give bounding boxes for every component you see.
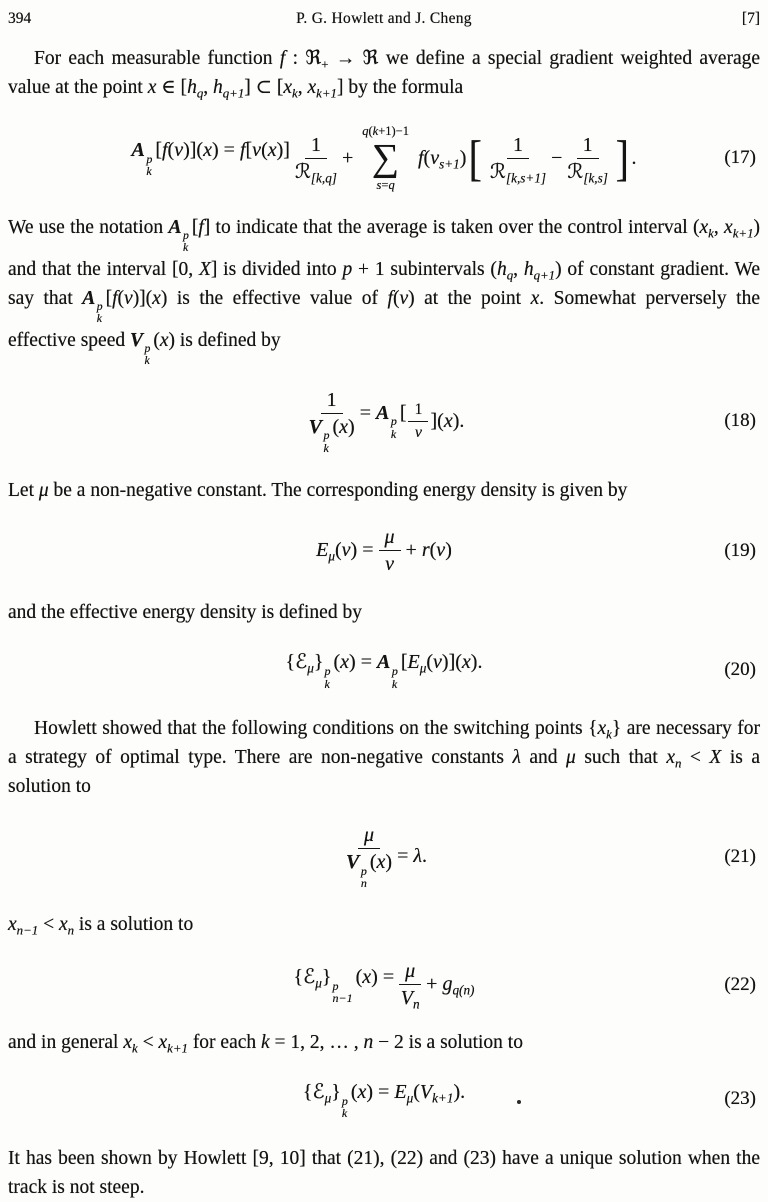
eq22-lhs: {ℰ$_\mu$} p n−1 (x) =: [293, 966, 395, 1006]
eq21-rhs: = λ.: [397, 845, 428, 868]
fraction: $\frac{\mu}{v}$: [379, 525, 401, 576]
equation-20: [8, 649, 760, 690]
minus-operator: −: [551, 146, 563, 169]
equation-19: [8, 525, 760, 576]
eq19-lhs: $E_\mu(v)$ =: [316, 539, 374, 565]
equation-number: (19): [724, 539, 756, 561]
equation-number: (17): [724, 147, 756, 169]
equation-18: [8, 388, 760, 455]
summation: [362, 124, 409, 193]
paragraph-effective-energy: and the effective energy density is defined by: [8, 602, 362, 624]
fraction: $\frac{1}{ℛ_{[k,q]}}$: [294, 133, 337, 186]
eq17-lhs: A p k [f(v)](x) = f[v(x)]: [131, 138, 290, 179]
equation-21: [8, 823, 760, 890]
fraction: $\frac{\mu}{V_n}$: [400, 960, 420, 1012]
eq20-body: {ℰ$_\mu$} p k (x) = A p k $[E_\mu(v)](x)$.: [285, 651, 483, 691]
eq22-rhs: + $g_{q(n)}$: [426, 973, 475, 998]
eq18-post: ](x).: [430, 409, 465, 432]
period: .: [631, 146, 637, 169]
folio-number: [7]: [741, 10, 760, 27]
eq19-rhs: + r(v): [405, 539, 452, 562]
paragraph-notation: We use the notation A p k [f] to indicate that the average is taken over the control interval ($x_k$, $x_{k+1}$) and that the interval [0, X] is divided into p + 1 subintervals ($h_q$, $h_{q+1}$) of constant gradient. We say that A p k [f(v)](x) is the effective value of f(v) at the point x. Somewhat perversely the effective speed V p k (x) is defined by: [8, 216, 761, 368]
paragraph-intro: For each measurable function f : ℜ$_+$ → ℜ we define a special gradient weighted average value at the point x ∈ [$h_q$, $h_{q+1}$] ⊂ [$x_k$, $x_{k+1}$] by the formula: [8, 48, 761, 101]
equation-number: (23): [724, 1088, 756, 1110]
equation-number: (18): [724, 410, 756, 432]
fraction-small: $\frac{1}{v}$: [408, 400, 428, 441]
running-title: P. G. Howlett and J. Cheng: [296, 10, 472, 27]
equation-number: (20): [724, 658, 756, 680]
sum-argument: $f(v_{s+1})$: [417, 146, 467, 172]
fraction: $\frac{1}{ℛ_{[k,s+1]}}$: [490, 133, 547, 186]
eq18-mid: = A p k [: [359, 401, 407, 441]
paragraph-conclusion: It has been shown by Howlett [9, 10] that (21), (22) and (23) have a unique solution when the track is not steep.: [8, 1147, 760, 1198]
sum-upper-limit: q(k+1)−1: [362, 124, 409, 138]
sum-lower-limit: s=q: [376, 178, 395, 193]
plus-operator: +: [341, 146, 354, 169]
eq23-body: {ℰ$_\mu$} p k $(x) = E_\mu(V_{k+1})$.: [302, 1081, 466, 1121]
equation-22: [8, 959, 760, 1010]
fraction: 1 V p k (x): [308, 388, 355, 455]
fraction: $\frac{1}{ℛ_{[k,s]}}$: [567, 133, 608, 186]
scan-artifact-dot: [517, 1100, 521, 1104]
equation-23: [8, 1079, 760, 1120]
equation-number: (21): [724, 845, 756, 867]
page-header: [8, 10, 760, 28]
paragraph-howlett-conditions: Howlett showed that the following conditions on the switching points $\{x_k\}$ are necessary for a strategy of optimal type. There are non-negative constants λ and μ such that $x_n < X$ is a solution to: [8, 718, 761, 798]
sigma-symbol: ∑: [372, 137, 400, 180]
paragraph-mu-constant: Let μ be a non-negative constant. The corresponding energy density is given by: [8, 480, 628, 502]
paragraph-general-k: and in general $x_k < x_{k+1}$ for each k = 1, 2, … , n − 2 is a solution to: [8, 1032, 523, 1056]
fraction: μ V p n (x): [345, 824, 393, 891]
equation-number: (22): [724, 973, 756, 995]
equation-17: A p k [f(v)](x) = f[v(x)] $\frac{1}{ℛ_{[k,q]}}$ + q(k+1)−1 ∑ s=q $f(v_{s+1})$ [ $\frac{1}{ℛ_{[k,s+1]}}$ − $\frac{1}{ℛ_{[k,s]}}$ ] . (17): [131, 124, 756, 193]
paragraph-xn1-solution: $x_{n-1} < x_n$ is a solution to: [8, 914, 194, 938]
page-number: 394: [8, 10, 32, 27]
